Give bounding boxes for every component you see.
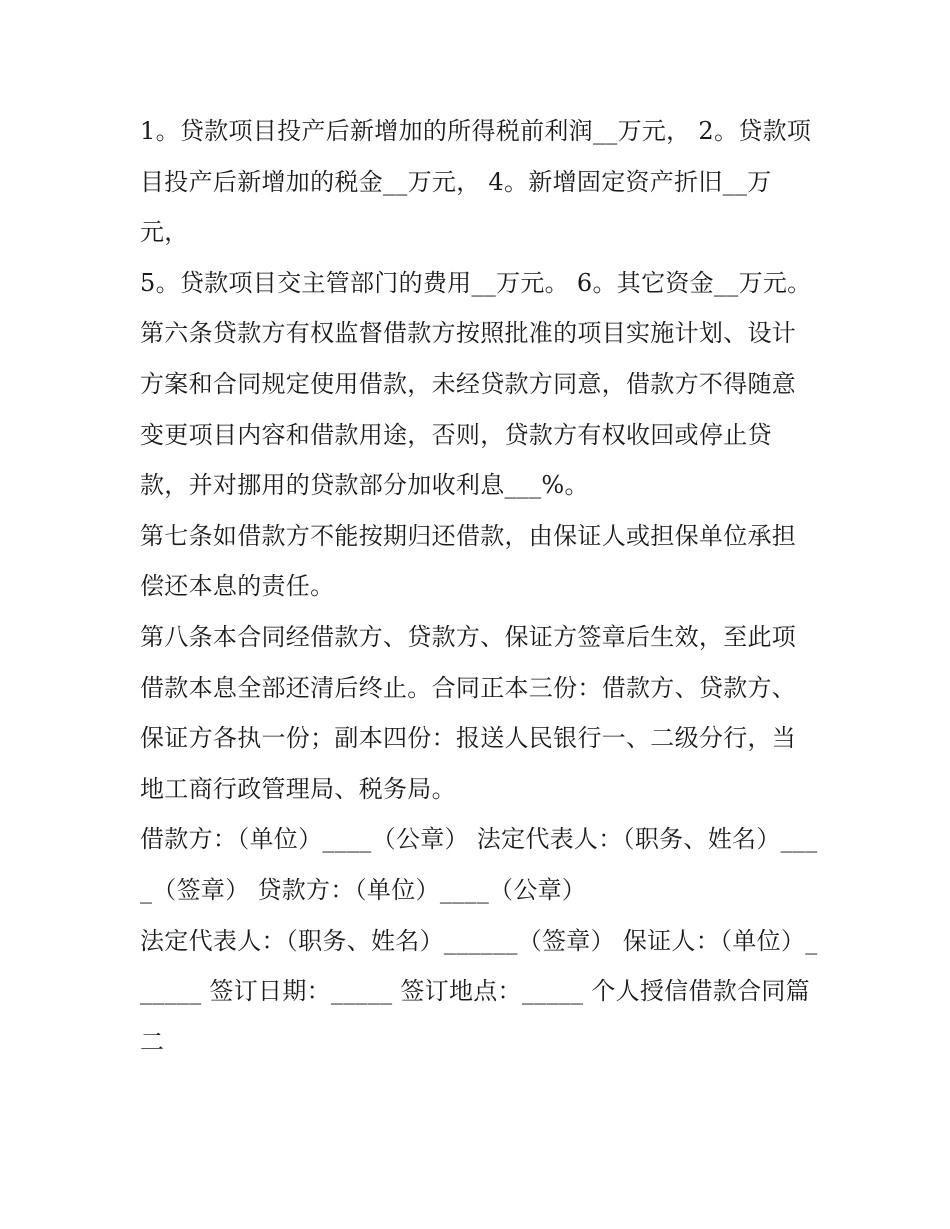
paragraph-article-eight: 第八条本合同经借款方、贷款方、保证方签章后生效，至此项借款本息全部还清后终止。合同正本三份：借款方、贷款方、保证方各执一份；副本四份：报送人民银行一、二级分行，当地工商行政管理局、税务局。: [140, 622, 797, 803]
paragraph-article-seven: 第七条如借款方不能按期归还借款，由保证人或担保单位承担偿还本息的责任。: [140, 521, 797, 601]
paragraph-borrower-lender-signature: 借款方：（单位）____（公章） 法定代表人：（职务、姓名）____（签章） 贷款方：（单位）____（公章）: [140, 825, 818, 904]
paragraph-article-six: 第六条贷款方有权监督借款方按照批准的项目实施计划、设计方案和合同规定使用借款，未经贷款方同意，借款方不得随意变更项目内容和借款用途，否则，贷款方有权收回或停止贷款，并对挪用的贷款部分加收利息___%。: [140, 319, 797, 500]
paragraph-fees-and-other-funds: 5。贷款项目交主管部门的费用__万元。 6。其它资金__万元。: [140, 268, 812, 297]
paragraph-loan-profit-items: 1。贷款项目投产后新增加的所得税前利润__万元， 2。贷款项目投产后新增加的税金__万元， 4。新增固定资产折旧__万元，: [140, 117, 812, 247]
document-body: [140, 106, 820, 1067]
paragraph-guarantor-signature: 法定代表人：（职务、姓名）______（签章） 保证人：（单位）______ 签订日期：_____ 签订地点：_____ 个人授信借款合同篇二: [140, 926, 818, 1056]
